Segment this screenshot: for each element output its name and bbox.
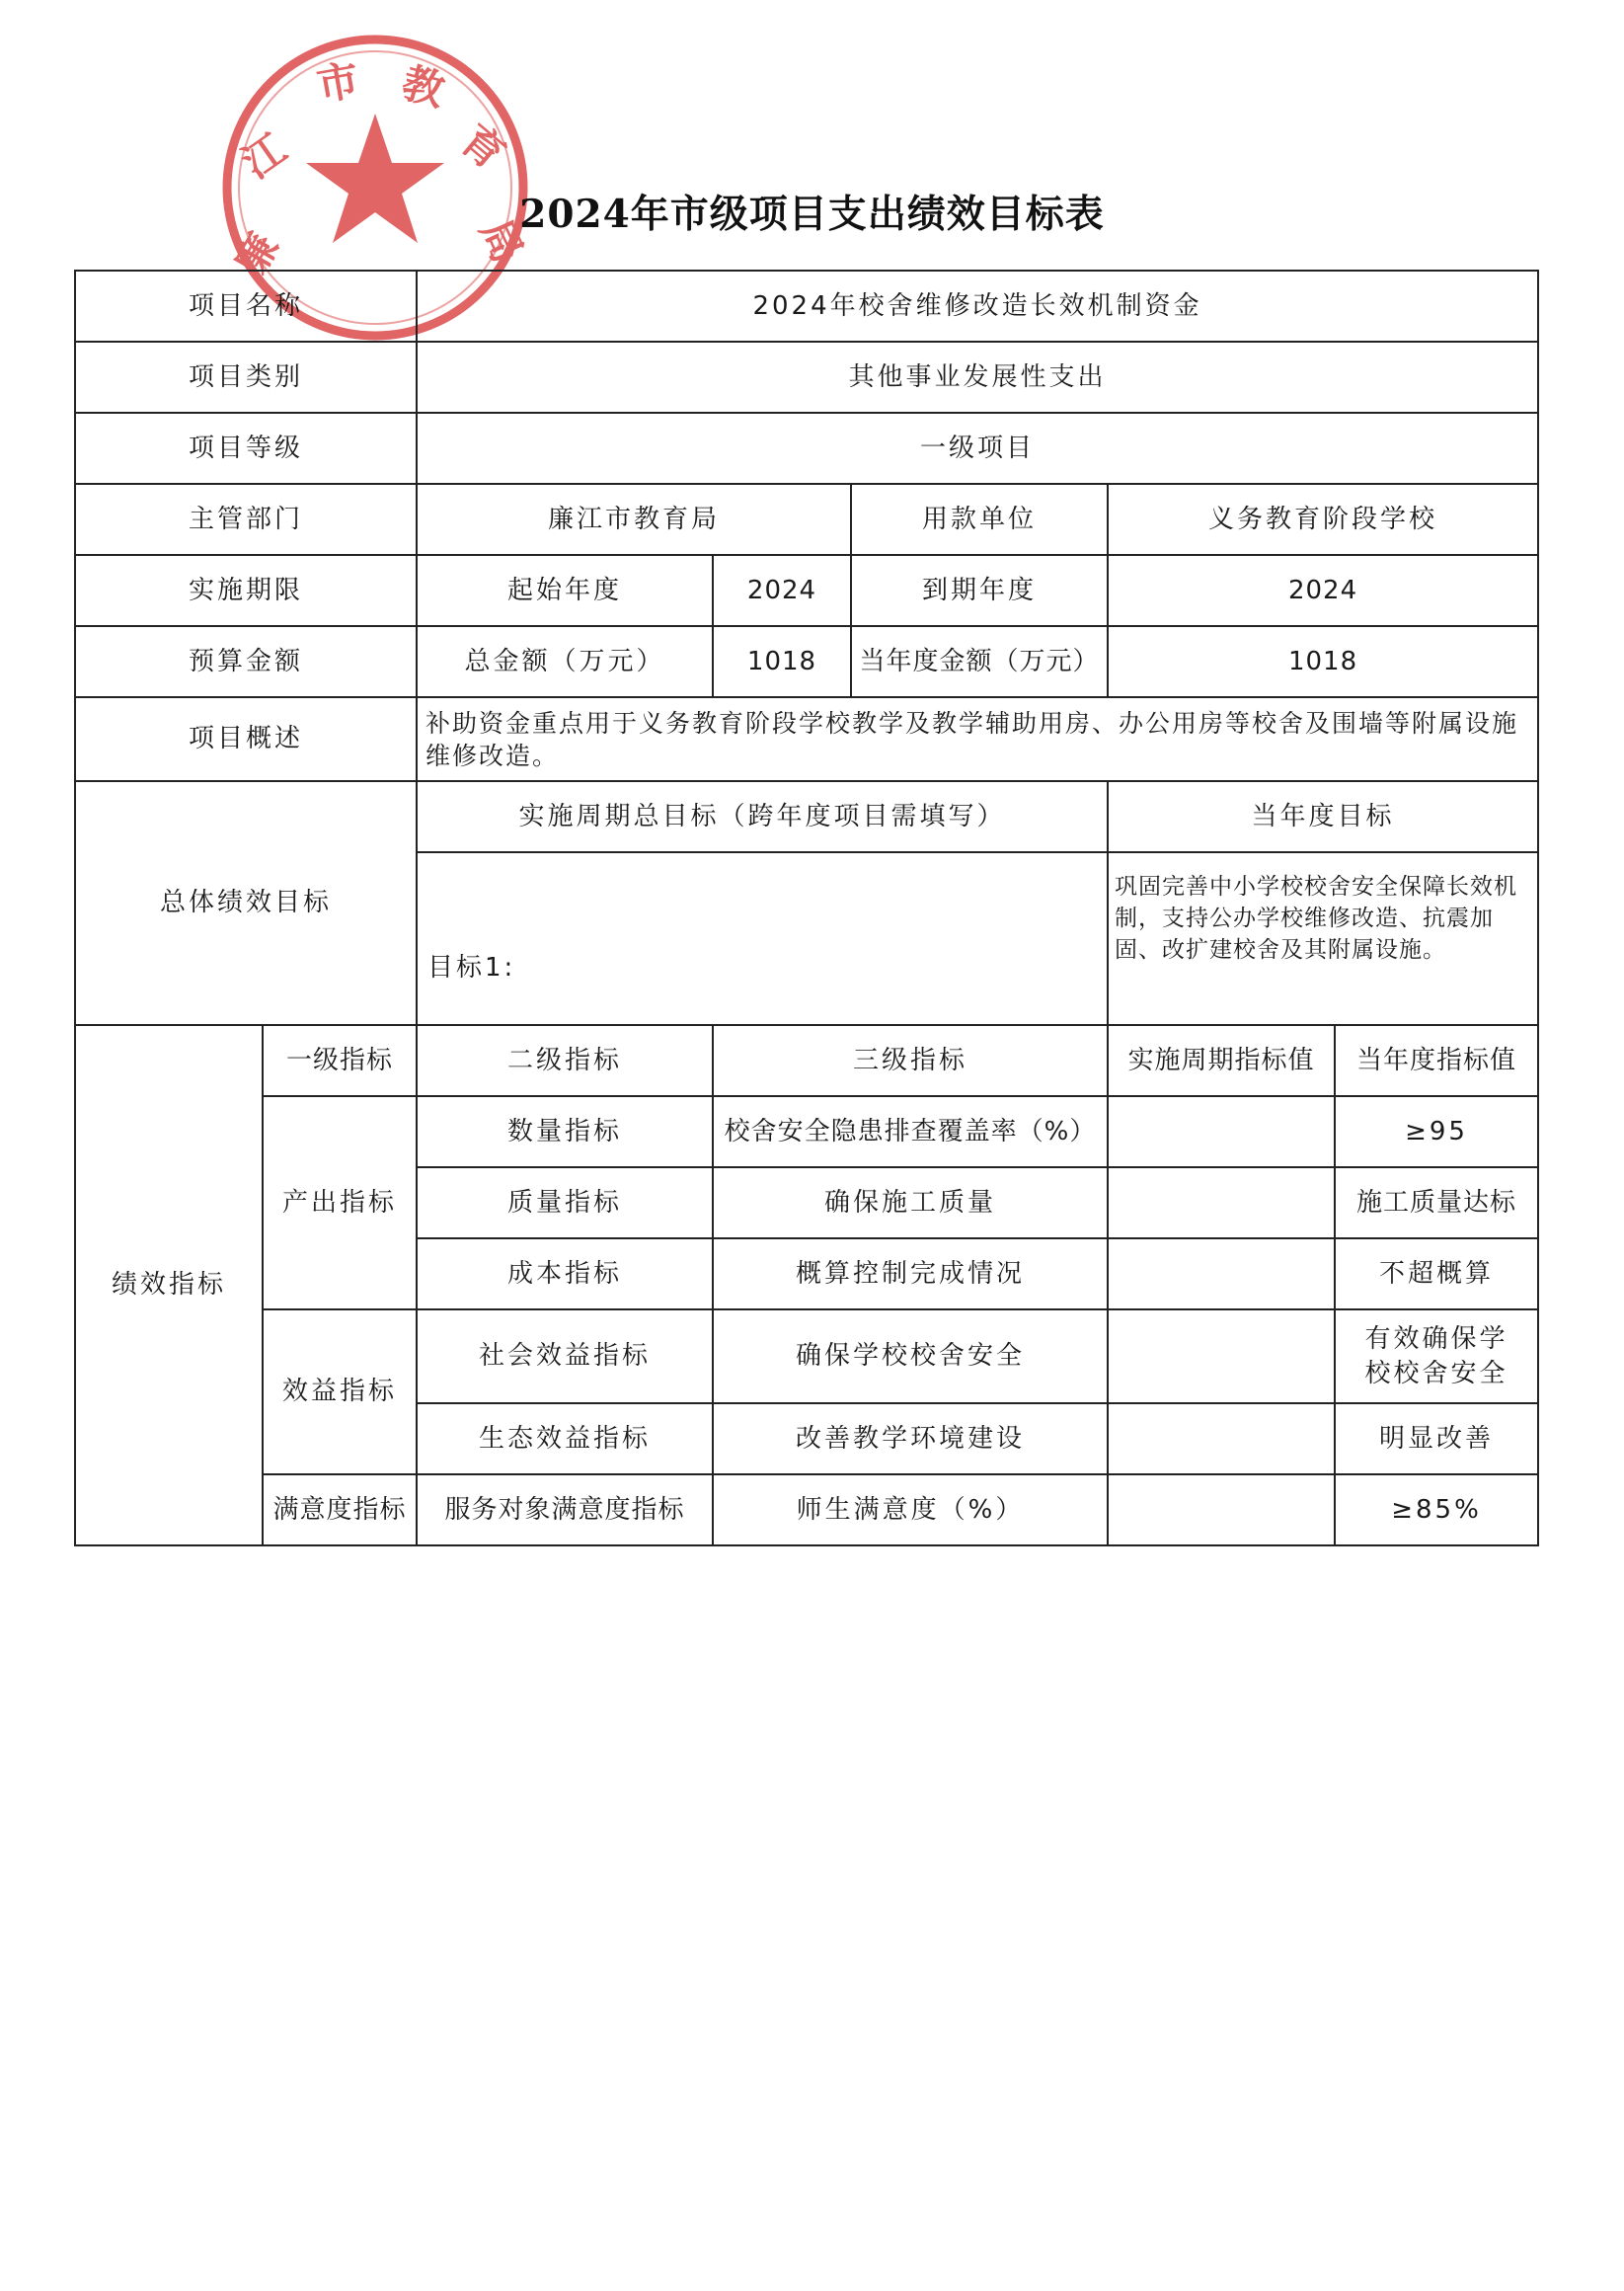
level3-cell: 校舍安全隐患排查覆盖率（%） [713,1096,1108,1167]
svg-text:局: 局 [471,211,533,271]
row-project-name [75,271,1538,342]
total-amount-value: 1018 [713,626,851,697]
annual-goal-value: 巩固完善中小学校校舍安全保障长效机制，支持公办学校维修改造、抗震加固、改扩建校舍及其附属设施。 [1108,852,1538,1025]
level3-cell: 师生满意度（%） [713,1474,1108,1545]
table-row [75,1096,1538,1167]
period-value-cell [1108,1403,1335,1474]
period-value-cell [1108,1474,1335,1545]
row-budget [75,626,1538,697]
level2-cell: 成本指标 [417,1238,713,1309]
row-indicator-header [75,1025,1538,1096]
level2-cell: 生态效益指标 [417,1403,713,1474]
level3-cell: 概算控制完成情况 [713,1238,1108,1309]
performance-goal-table [74,270,1539,1546]
budget-label: 预算金额 [75,626,417,697]
end-year-label: 到期年度 [851,555,1108,626]
svg-text:江: 江 [233,124,295,189]
summary-value: 补助资金重点用于义务教育阶段学校教学及教学辅助用房、办公用房等校舍及围墙等附属设施维修改造。 [417,697,1538,781]
annual-value-cell: 施工质量达标 [1335,1167,1538,1238]
svg-text:教: 教 [397,57,450,117]
header-annual-value: 当年度指标值 [1335,1025,1538,1096]
period-label: 实施期限 [75,555,417,626]
header-period-value: 实施周期指标值 [1108,1025,1335,1096]
document-title: 2024年市级项目支出绩效目标表 [519,192,1105,237]
period-goal-header: 实施周期总目标（跨年度项目需填写） [417,781,1108,852]
row-overall-goal-header [75,781,1538,852]
row-project-category [75,342,1538,413]
level3-cell: 确保学校校舍安全 [713,1309,1108,1403]
project-level-value: 一级项目 [417,413,1538,484]
total-amount-label: 总金额（万元） [417,626,713,697]
overall-goal-label: 总体绩效目标 [75,781,417,1025]
table-row [75,1474,1538,1545]
period-value-cell [1108,1167,1335,1238]
department-label: 主管部门 [75,484,417,555]
annual-value-cell: 明显改善 [1335,1403,1538,1474]
project-name-label: 项目名称 [75,271,417,342]
indicators-label: 绩效指标 [75,1025,263,1545]
annual-value-cell: ≥85% [1335,1474,1538,1545]
svg-text:廉: 廉 [224,224,288,285]
period-value-cell [1108,1238,1335,1309]
header-level1: 一级指标 [263,1025,417,1096]
annual-amount-value: 1018 [1108,626,1538,697]
header-level3: 三级指标 [713,1025,1108,1096]
level3-cell: 确保施工质量 [713,1167,1108,1238]
annual-value-cell: ≥95 [1335,1096,1538,1167]
row-department [75,484,1538,555]
project-level-label: 项目等级 [75,413,417,484]
svg-text:育: 育 [451,115,515,180]
satisfaction-indicators-label: 满意度指标 [263,1474,417,1545]
level2-cell: 数量指标 [417,1096,713,1167]
row-period [75,555,1538,626]
level2-cell: 质量指标 [417,1167,713,1238]
project-category-value: 其他事业发展性支出 [417,342,1538,413]
row-summary [75,697,1538,781]
period-value-cell [1108,1096,1335,1167]
level2-cell: 社会效益指标 [417,1309,713,1403]
start-year-label: 起始年度 [417,555,713,626]
level2-cell: 服务对象满意度指标 [417,1474,713,1545]
header-level2: 二级指标 [417,1025,713,1096]
annual-amount-label: 当年度金额（万元） [851,626,1108,697]
summary-label: 项目概述 [75,697,417,781]
period-goal-value: 目标1: [417,852,1108,1025]
benefit-indicators-label: 效益指标 [263,1309,417,1474]
level3-cell: 改善教学环境建设 [713,1403,1108,1474]
project-name-value: 2024年校舍维修改造长效机制资金 [417,271,1538,342]
annual-value-cell: 有效确保学校校舍安全 [1335,1309,1538,1403]
annual-value-cell: 不超概算 [1335,1238,1538,1309]
annual-goal-header: 当年度目标 [1108,781,1538,852]
start-year-value: 2024 [713,555,851,626]
project-category-label: 项目类别 [75,342,417,413]
row-project-level [75,413,1538,484]
period-value-cell [1108,1309,1335,1403]
user-unit-value: 义务教育阶段学校 [1108,484,1538,555]
user-unit-label: 用款单位 [851,484,1108,555]
output-indicators-label: 产出指标 [263,1096,417,1309]
svg-text:市: 市 [313,54,363,111]
end-year-value: 2024 [1108,555,1538,626]
department-value: 廉江市教育局 [417,484,851,555]
table-row [75,1309,1538,1403]
